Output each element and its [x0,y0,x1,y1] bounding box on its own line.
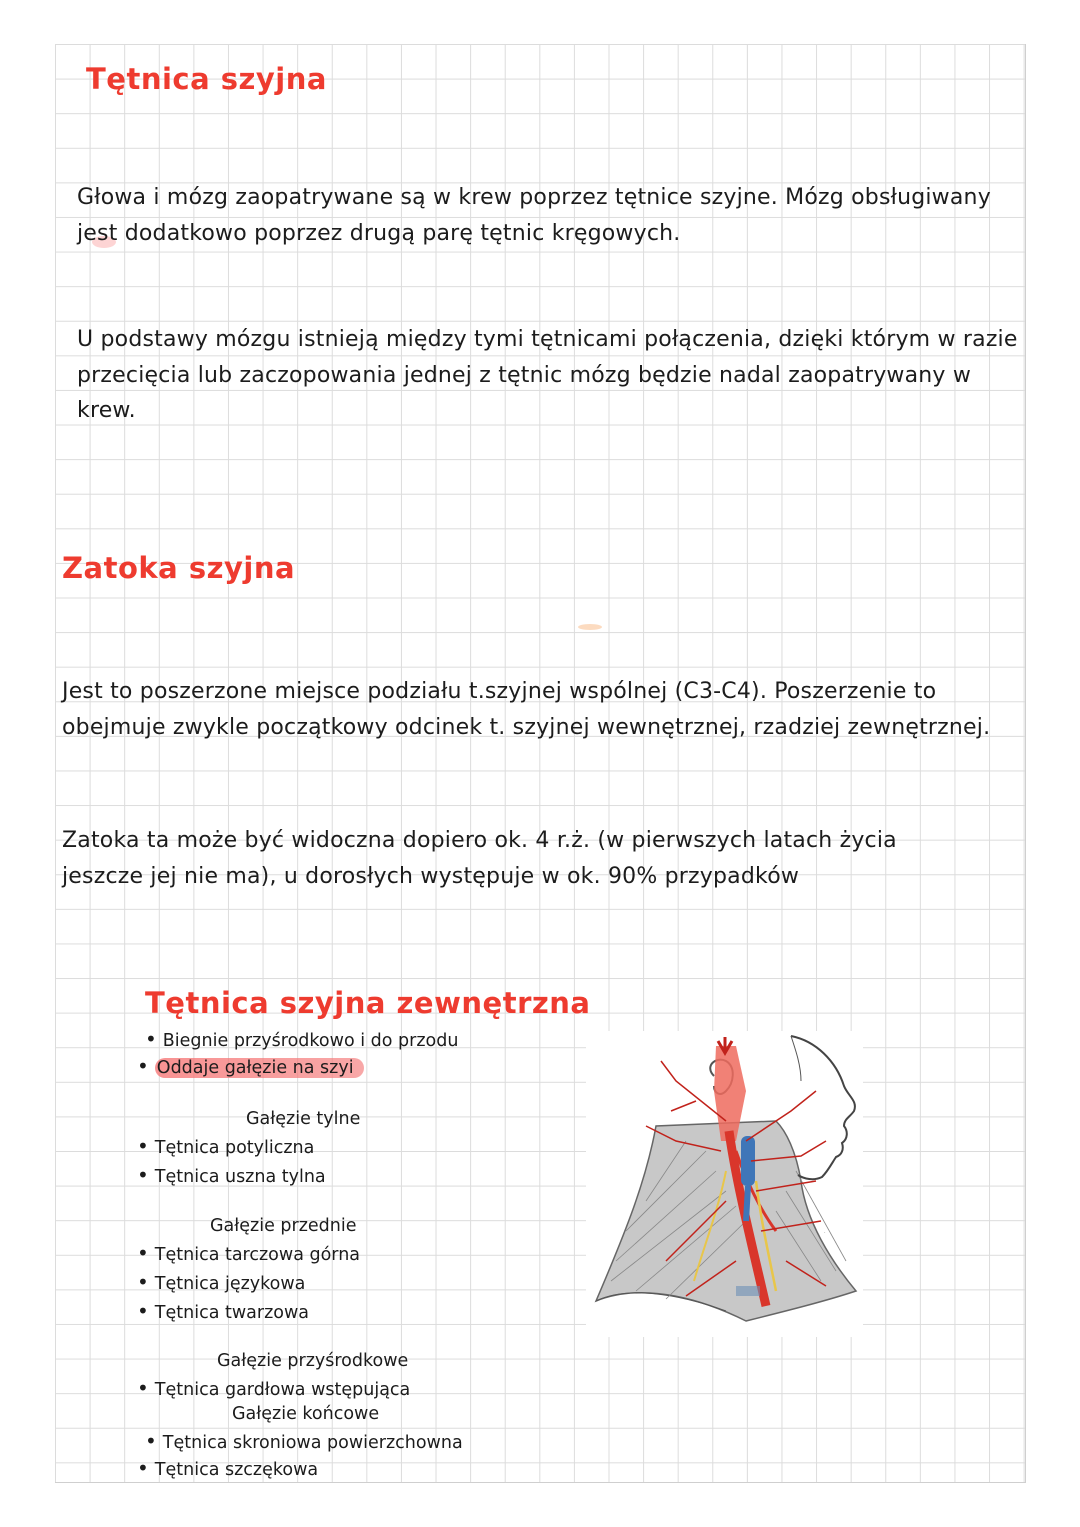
paragraph: Zatoka ta może być widoczna dopiero ok. 4 r.ż. (w pierwszych latach życia jeszcze jej nie ma), u dorosłych występuje w ok. 90% przypadków [62,828,897,889]
carotid-artery-drawing [586,1031,863,1337]
paragraph: Jest to poszerzone miejsce podziału t.szyjnej wspólnej (C3-C4). Poszerzenie to obejmuje zwykle początkowy odcinek t. szyjnej wewnętrznej, rzadziej zewnętrznej. [62,679,991,740]
group-list-przednie [137,1240,360,1327]
group-heading-przysrodkowe: Gałęzie przyśrodkowe [217,1351,409,1371]
group-heading-koncowe: Gałęzie końcowe [232,1404,380,1424]
section-title-tetnica-szyjna-zewnetrzna: Tętnica szyjna zewnętrzna [145,986,591,1020]
svg-text:·: · [824,1230,826,1236]
section1-text-2 [77,322,1037,429]
intro-bullets [145,1026,458,1055]
section2-text-2 [62,823,982,894]
group-list-koncowe [145,1428,463,1457]
section-title-tetnica-szyjna: Tętnica szyjna [86,62,327,96]
section2-text [62,674,1022,745]
group-list-koncowe-2 [137,1455,318,1484]
list-item: • Tętnica twarzowa [137,1298,360,1327]
group-heading-tylne: Gałęzie tylne [246,1109,361,1129]
paragraph: U podstawy mózgu istnieją między tymi tętnicami połączenia, dzięki którym w razie przecięcia lub zaczopowania jednej z tętnic mózg będzie nadal zaopatrywany w krew. [77,327,1018,423]
list-item: • Tętnica tarczowa górna [137,1240,360,1269]
list-item: • Tętnica szczękowa [137,1455,318,1484]
list-item: • Tętnica gardłowa wstępująca [137,1375,410,1404]
list-item: • Tętnica uszna tylna [137,1162,326,1191]
group-heading-przednie: Gałęzie przednie [210,1216,357,1236]
section-title-zatoka-szyjna: Zatoka szyjna [62,551,296,585]
highlighted-text: Oddaje gałęzie na szyi [155,1058,364,1078]
list-item [137,1053,364,1082]
list-item: • Tętnica potyliczna [137,1133,326,1162]
list-item: • Tętnica skroniowa powierzchowna [145,1428,463,1457]
intro-bullets-2 [137,1053,364,1082]
section1-text [77,180,1027,251]
group-list-przysrodkowe [137,1375,410,1404]
neck-anatomy-illustration [586,1031,863,1337]
list-item: • Tętnica językowa [137,1269,360,1298]
paragraph: Głowa i mózg zaopatrywane są w krew poprzez tętnice szyjne. Mózg obsługiwany jest dodatkowo poprzez drugą parę tętnic kręgowych. [77,185,991,246]
group-list-tylne [137,1133,326,1191]
list-item: • Biegnie przyśrodkowo i do przodu [145,1026,458,1055]
orange-smudge [578,624,602,630]
